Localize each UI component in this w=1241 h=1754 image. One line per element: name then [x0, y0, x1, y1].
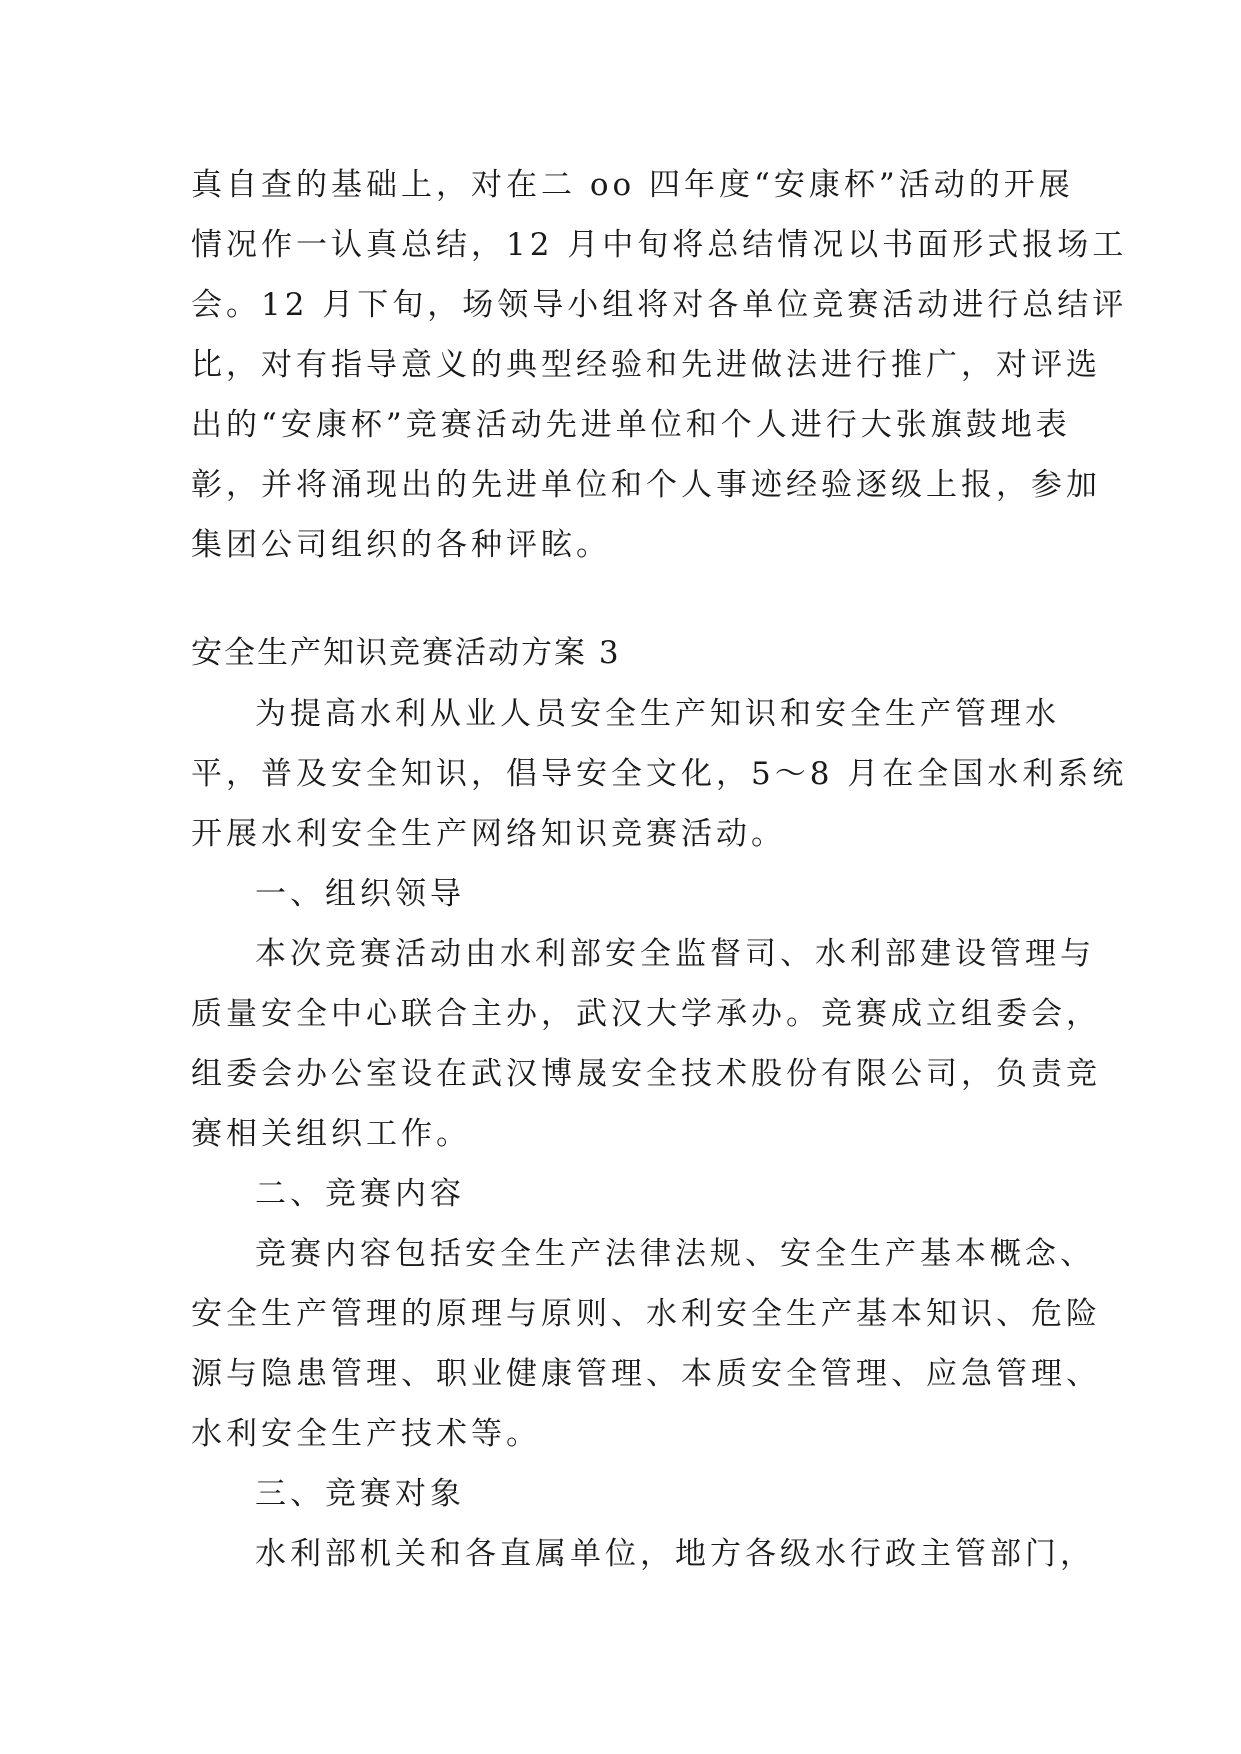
paragraph-line: 出的“安康杯”竞赛活动先进单位和个人进行大张旗鼓地表	[191, 407, 1071, 443]
section-body	[191, 622, 1128, 1584]
org-line: 本次竞赛活动由水利部安全监督司、水利部建设管理与	[255, 936, 1095, 972]
paragraph-line: 集团公司组织的各种评眩。	[191, 527, 611, 563]
section-title: 安全生产知识竞赛活动方案 3	[191, 635, 621, 671]
heading-organization: 一、组织领导	[255, 876, 465, 912]
org-line: 质量安全中心联合主办，武汉大学承办。竞赛成立组委会，	[191, 996, 1101, 1032]
paragraph-line: 会。12 月下旬，场领导小组将对各单位竞赛活动进行总结评	[191, 287, 1128, 323]
paragraph-line: 真自查的基础上，对在二 oo 四年度“安康杯”活动的开展	[191, 167, 1074, 203]
intro-line: 开展水利安全生产网络知识竞赛活动。	[191, 816, 786, 852]
target-line: 水利部机关和各直属单位，地方各级水行政主管部门，	[255, 1536, 1095, 1572]
heading-content: 二、竞赛内容	[255, 1176, 465, 1212]
content-line: 竞赛内容包括安全生产法律法规、安全生产基本概念、	[255, 1236, 1095, 1272]
content-line: 安全生产管理的原理与原则、水利安全生产基本知识、危险	[191, 1296, 1101, 1332]
org-line: 组委会办公室设在武汉博晟安全技术股份有限公司，负责竞	[191, 1056, 1101, 1092]
paragraph-line: 比，对有指导意义的典型经验和先进做法进行推广，对评选	[191, 347, 1101, 383]
org-line: 赛相关组织工作。	[191, 1116, 471, 1152]
content-line: 源与隐患管理、职业健康管理、本质安全管理、应急管理、	[191, 1356, 1101, 1392]
content-line: 水利安全生产技术等。	[191, 1416, 541, 1452]
paragraph-line: 情况作一认真总结，12 月中旬将总结情况以书面形式报场工	[191, 227, 1128, 263]
intro-line: 平，普及安全知识，倡导安全文化，5～8 月在全国水利系统	[191, 756, 1128, 792]
heading-target: 三、竞赛对象	[255, 1476, 465, 1512]
intro-line: 为提高水利从业人员安全生产知识和安全生产管理水	[255, 696, 1060, 732]
continued-paragraph	[191, 155, 1128, 575]
paragraph-line: 彰，并将涌现出的先进单位和个人事迹经验逐级上报，参加	[191, 467, 1101, 503]
